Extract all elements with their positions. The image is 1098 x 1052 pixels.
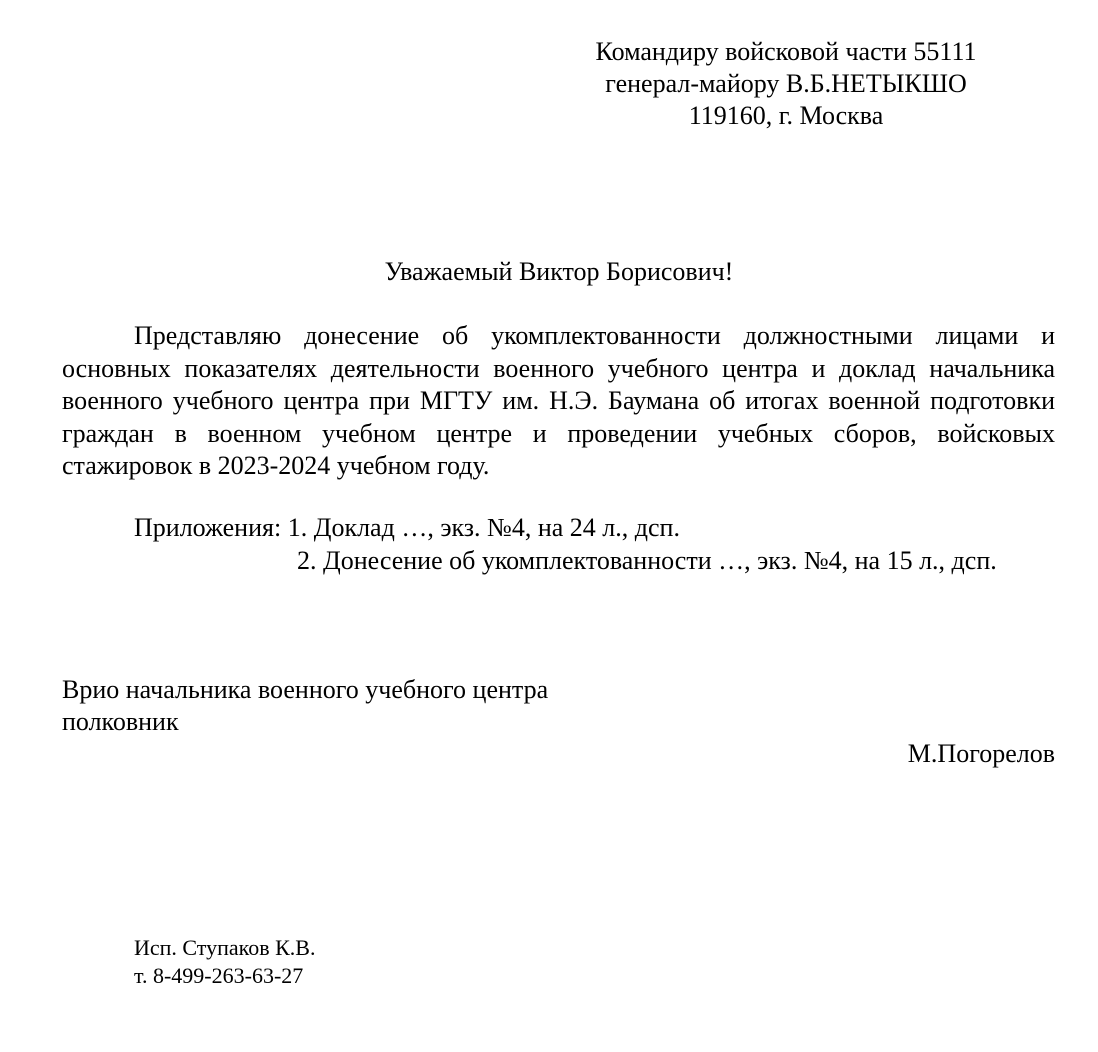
addressee-line-city: 119160, г. Москва: [688, 101, 884, 130]
signature-block: [62, 674, 1055, 770]
signature-position: Врио начальника военного учебного центра: [62, 675, 549, 704]
attachment-item: 1. Доклад …, экз. №4, на 24 л., дсп.: [287, 513, 680, 542]
addressee-block: [560, 36, 1012, 132]
executor-block: [134, 934, 315, 990]
body-paragraph: Представляю донесение об укомплектованности должностными лицами и основных показателях деятельности военного учебного центра и доклад начальника военного учебного центра при МГТУ им. Н.Э. Баумана об итогах военной подготовки граждан в военном учебном центре и проведении учебных сборов, войсковых стажировок в 2023-2024 учебном году.: [62, 321, 1055, 480]
attachments-label: Приложения:: [134, 513, 282, 542]
attachments-block: [134, 512, 997, 577]
attachment-row-1: [134, 512, 997, 545]
salutation: Уважаемый Виктор Борисович!: [384, 257, 734, 286]
attachment-row-2: [134, 545, 997, 578]
addressee-line-unit: Командиру войсковой части 55111: [595, 37, 977, 66]
executor-name: Исп. Ступаков К.В.: [134, 935, 316, 960]
signature-name: М.Погорелов: [907, 739, 1055, 768]
signature-rank: полковник: [62, 707, 179, 736]
addressee-line-rank-name: генерал-майору В.Б.НЕТЫКШО: [605, 69, 967, 98]
attachment-item: 2. Донесение об укомплектованности …, экз. №4, на 15 л., дсп.: [297, 545, 997, 575]
executor-phone: т. 8-499-263-63-27: [134, 963, 304, 988]
